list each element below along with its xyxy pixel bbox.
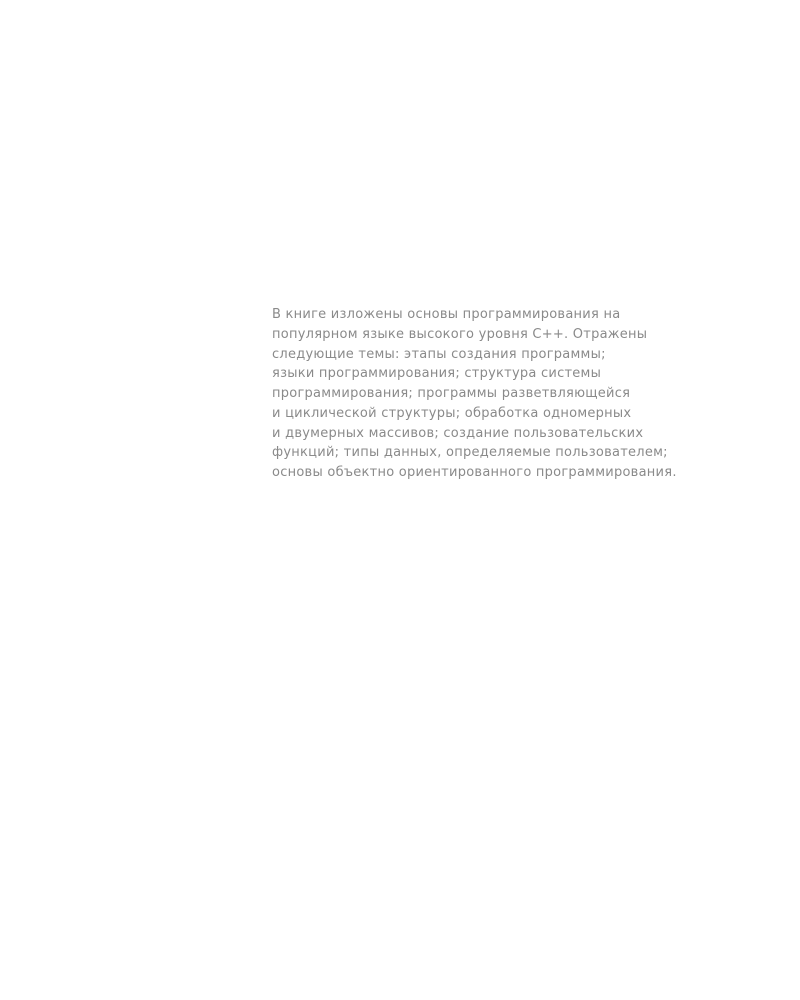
annotation-line: языки программирования; структура системы — [272, 366, 602, 382]
annotation-line: функций; типы данных, определяемые пользователем; — [272, 445, 668, 461]
annotation-line: следующие темы: этапы создания программы; — [272, 346, 606, 362]
book-annotation-paragraph — [272, 305, 677, 483]
annotation-line: и циклической структуры; обработка одномерных — [272, 405, 632, 421]
annotation-line: популярном языке высокого уровня C++. Отражены — [272, 326, 648, 342]
annotation-line: программирования; программы разветвляющейся — [272, 386, 631, 401]
annotation-line: и двумерных массивов; создание пользовательских — [272, 425, 644, 441]
annotation-line: В книге изложены основы программирования на — [272, 307, 621, 322]
annotation-line: основы объектно ориентированного программирования. — [272, 465, 677, 480]
